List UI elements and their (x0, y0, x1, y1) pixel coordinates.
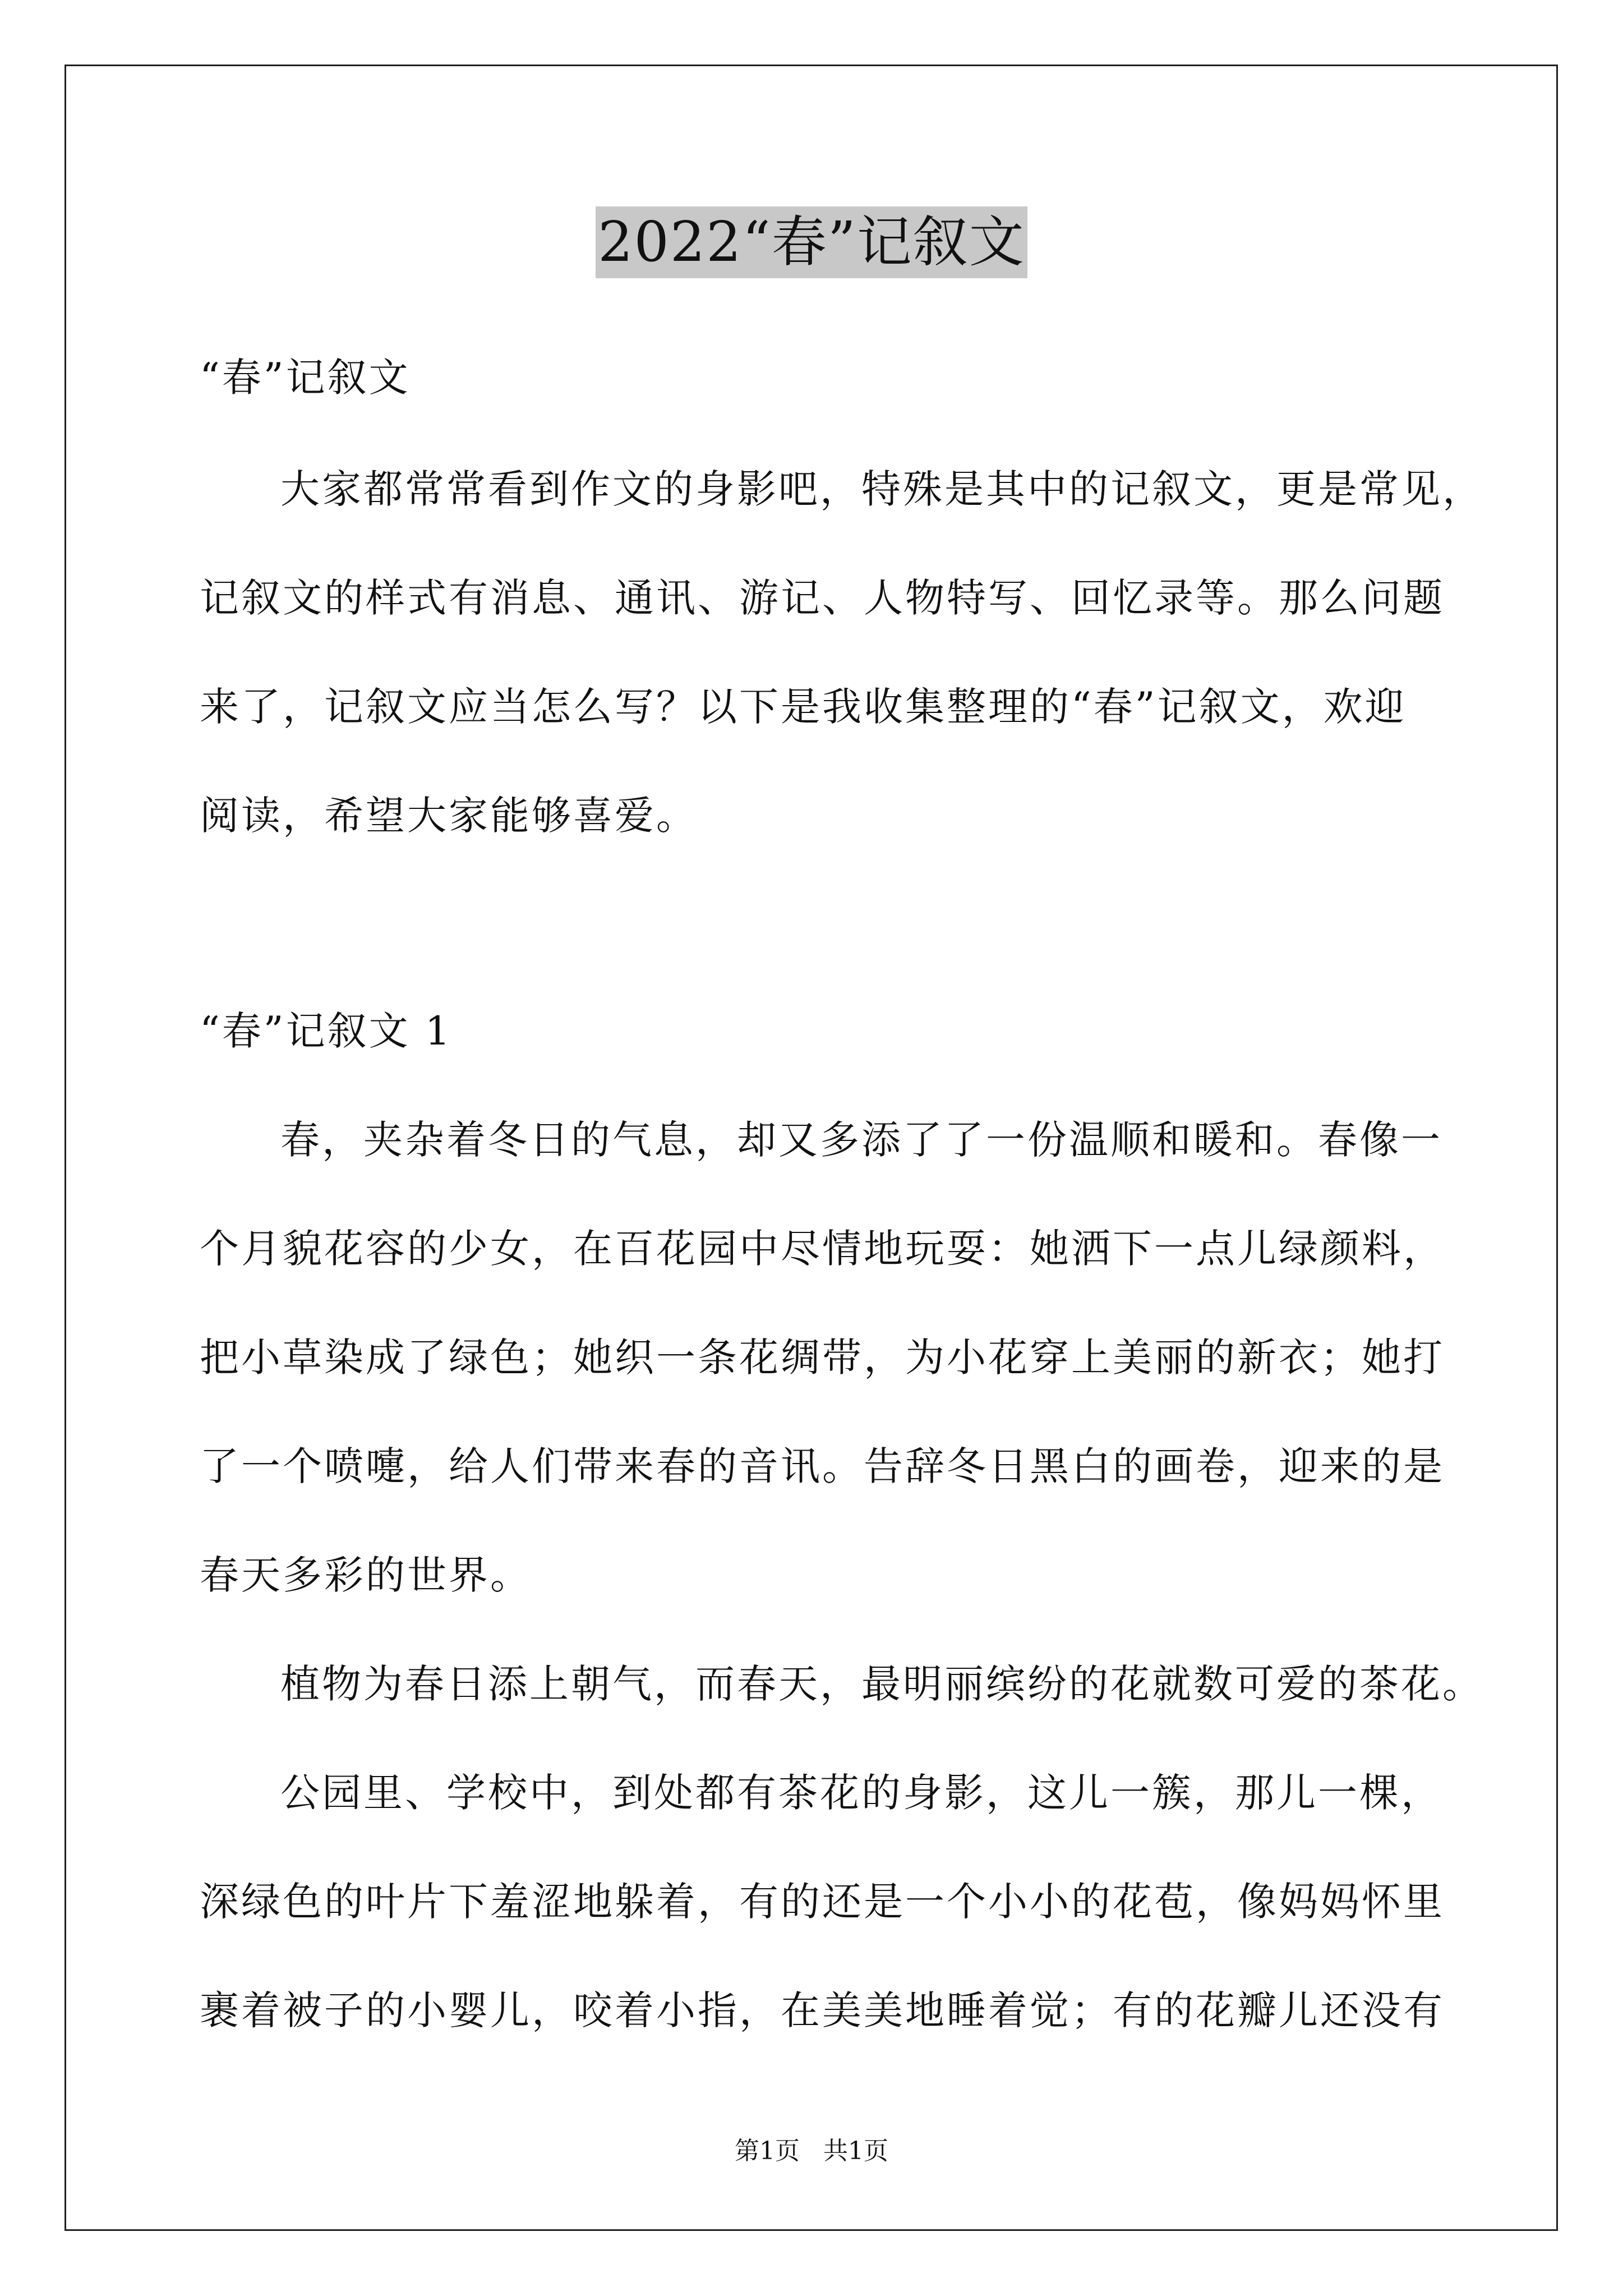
body-paragraph-line: 了一个喷嚏，给人们带来春的音讯。告辞冬日黑白的画卷，迎来的是 (200, 1443, 1445, 1489)
intro-paragraph-line: 记叙文的样式有消息、通讯、游记、人物特写、回忆录等。那么问题 (200, 575, 1445, 621)
body-paragraph-line: 裹着被子的小婴儿，咬着小指，在美美地睡着觉；有的花瓣儿还没有 (200, 1987, 1445, 2033)
body-paragraph-line: 深绿色的叶片下羞涩地躲着，有的还是一个小小的花苞，像妈妈怀里 (200, 1879, 1445, 1925)
body-paragraph-line: 公园里、学校中，到处都有茶花的身影，这儿一簇，那儿一棵， (280, 1770, 1442, 1816)
intro-paragraph-line: 阅读，希望大家能够喜爱。 (200, 793, 698, 839)
intro-paragraph-line: 来了，记叙文应当怎么写？以下是我收集整理的“春”记叙文，欢迎 (200, 684, 1407, 730)
body-paragraph-line: 把小草染成了绿色；她织一条花绸带，为小花穿上美丽的新衣；她打 (200, 1335, 1445, 1381)
page-footer: 第1页 共1页 (735, 2137, 888, 2165)
title-container (0, 206, 1623, 278)
intro-paragraph-line: 大家都常常看到作文的身影吧，特殊是其中的记叙文，更是常见， (280, 466, 1484, 512)
document-title: 2022“春”记叙文 (596, 206, 1027, 278)
section-heading: “春”记叙文 1 (200, 1008, 453, 1054)
body-paragraph-line: 植物为春日添上朝气，而春天，最明丽缤纷的花就数可爱的茶花。 (280, 1661, 1484, 1707)
subtitle: “春”记叙文 (200, 355, 411, 401)
body-paragraph-line: 春天多彩的世界。 (200, 1552, 532, 1598)
body-paragraph-line: 个月貌花容的少女，在百花园中尽情地玩耍：她洒下一点儿绿颜料， (200, 1226, 1445, 1272)
body-paragraph-line: 春，夹杂着冬日的气息，却又多添了了一份温顺和暖和。春像一 (280, 1117, 1442, 1163)
